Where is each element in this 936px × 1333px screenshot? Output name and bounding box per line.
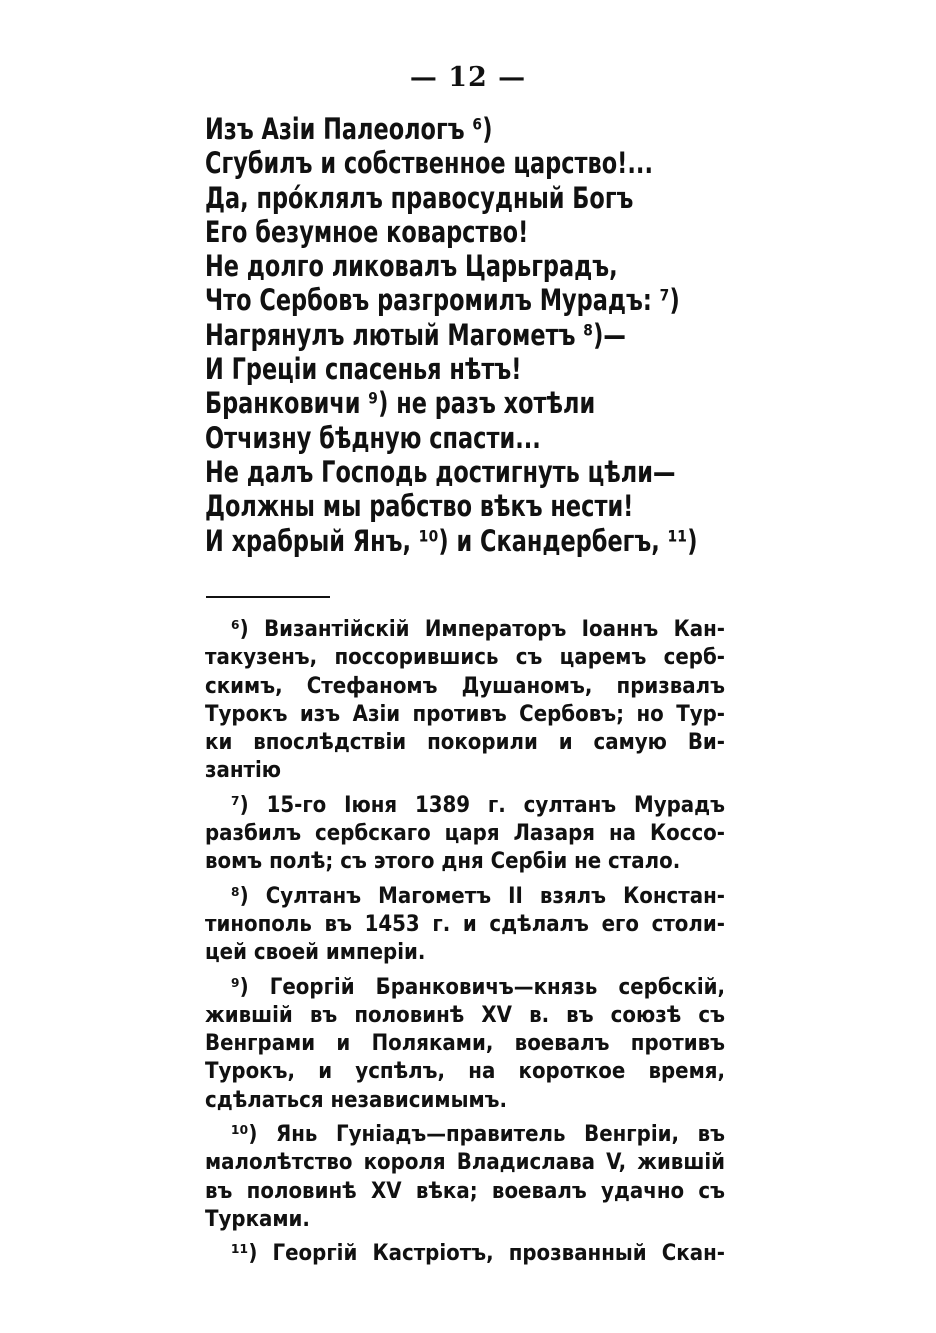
footnote-line: тинополь въ 1453 г. и сдѣлалъ его столи- <box>205 911 725 937</box>
poem-line: Не далъ Господь достигнуть цѣли— <box>205 454 676 489</box>
footnote-line: зантію <box>205 758 282 784</box>
footnote-line: Турокъ изъ Азіи противъ Сербовъ; но Тур- <box>205 701 725 727</box>
footnote-line: Турками. <box>205 1206 310 1232</box>
footnote-line: цей своей имперіи. <box>205 940 426 966</box>
footnote-line: такузенъ, поссорившись съ царемъ серб- <box>205 645 725 671</box>
footnote-line: вомъ полѣ; съ этого дня Сербіи не стало. <box>205 849 681 875</box>
poem-line: Изъ Азіи Палеологъ ⁶) <box>205 112 493 146</box>
footnote-7 <box>205 792 725 877</box>
footnote-10 <box>205 1121 725 1234</box>
poem-line: Что Сербовъ разгромилъ Мурадъ: ⁷) <box>205 283 680 318</box>
footnote-8 <box>205 883 725 968</box>
footnote-line: ⁶) Византійскій Императоръ Іоаннъ Кан- <box>231 617 725 642</box>
footnote-line: жившій въ половинѣ XV в. въ союзѣ съ <box>205 1002 725 1028</box>
footnote-line: ⁸) Султанъ Магометъ II взялъ Констан- <box>231 883 725 909</box>
footnote-divider <box>206 596 330 598</box>
footnote-line: ⁹) Георгій Бранковичъ—князь сербскій, <box>231 974 725 1000</box>
footnote-line: ки впослѣдствіи покорили и самую Ви- <box>205 730 725 756</box>
poem-line: Нагрянулъ лютый Магометъ ⁸)— <box>205 317 626 352</box>
poem-line: Его безумное коварство! <box>205 214 529 249</box>
poem-line: И храбрый Янъ, ¹⁰) и Скандербегъ, ¹¹) <box>205 523 698 558</box>
poem-line: И Греціи спасенья нѣтъ! <box>205 352 522 387</box>
poem-line: Должны мы рабство вѣкъ нести! <box>205 489 634 524</box>
footnote-line: сдѣлаться независимымъ. <box>205 1087 508 1113</box>
footnote-line: ⁷) 15-го Іюня 1389 г. султанъ Мурадъ <box>231 792 725 818</box>
footnote-line: Венграми и Поляками, воевалъ противъ <box>205 1031 725 1057</box>
page-number: — 12 — <box>409 62 527 93</box>
footnote-line: скимъ, Стефаномъ Душаномъ, призвалъ <box>205 673 725 699</box>
footnote-line: въ половинѣ XV вѣка; воевалъ удачно съ <box>205 1178 725 1204</box>
poem-line: Отчизну бѣдную спасти... <box>205 420 541 455</box>
footnote-9 <box>205 974 725 1115</box>
poem-line: Бранковичи ⁹) не разъ хотѣли <box>205 386 596 421</box>
footnotes <box>205 616 725 1275</box>
poem-line: Не долго ликовалъ Царьградъ, <box>205 249 618 284</box>
poem-line: Да, прóклялъ правосудный Богъ <box>205 180 634 215</box>
poem-line: Сгубилъ и собственное царство!... <box>205 146 653 181</box>
footnote-line: разбилъ сербскаго царя Лазаря на Коссо- <box>205 821 725 847</box>
footnote-line: малолѣтство короля Владислава V, жившій <box>205 1150 725 1176</box>
poem <box>205 112 697 558</box>
footnote-6 <box>205 616 725 786</box>
footnote-line: ¹¹) Георгій Кастріотъ, прозванный Скан- <box>231 1241 725 1267</box>
footnote-line: Турокъ, и успѣлъ, на короткое время, <box>205 1059 725 1085</box>
footnote-11 <box>205 1240 725 1268</box>
footnote-line: ¹⁰) Янь Гуніадъ—правитель Венгріи, въ <box>231 1122 725 1148</box>
